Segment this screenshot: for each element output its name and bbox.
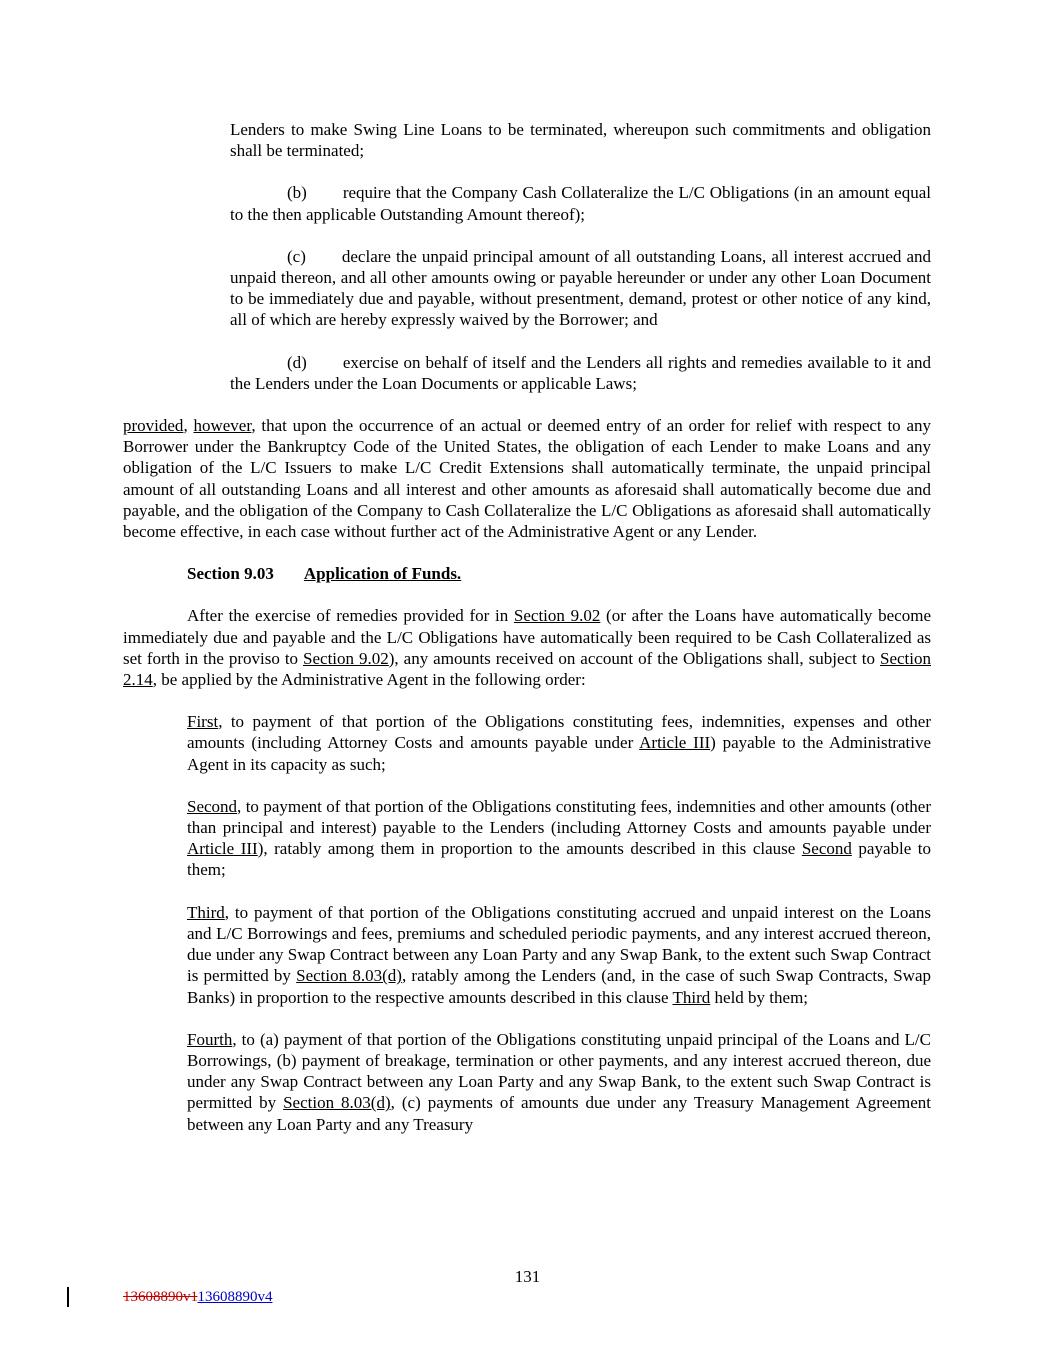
text-run: require that the Company Cash Collateralize the L/C Obligations (in an amount equal to the then applicable Outstanding Amount thereof); (230, 183, 931, 224)
text-run: Third (187, 902, 225, 922)
text-run: Second (187, 796, 238, 816)
text-run: , ratably among the Lenders (and, in the case of such Swap Contracts, Swap Banks) in proportion to the respective amounts described in this clause (187, 966, 931, 1007)
text-run: , to payment of that portion of the Obligations constituting accrued and unpaid interest on the Loans and L/C Borrowings and fees, premiums and scheduled periodic payments, and any interest accrued thereon, due under any Swap Contract between any Loan Party and any Swap Bank, to the extent such Swap Contract is permitted by (187, 902, 931, 986)
text-run: , (c) payments of amounts due under any Treasury Management Agreement between any Loan Party and any Treasury (187, 1093, 931, 1134)
paragraph-fourth (187, 1029, 931, 1135)
paragraph-third (187, 902, 931, 1008)
paragraph-second (187, 796, 931, 881)
text-run: Lenders to make Swing Line Loans to be terminated, whereupon such commitments and obligation shall be terminated; (230, 120, 931, 161)
text-run: ) payable to the Administrative Agent in its capacity as such; (187, 733, 932, 774)
document-body (123, 119, 931, 1156)
text-run: ), ratably among them in proportion to the amounts described in this clause (257, 839, 802, 859)
text-run: declare the unpaid principal amount of all outstanding Loans, all interest accrued and unpaid thereon, and all other amounts owing or payable hereunder or under any other Loan Document to be immediately due and payable, without presentment, demand, protest or other notice of any kind, all of which are hereby expressly waived by the Borrower; and (230, 246, 931, 330)
text-run: Section 9.02 (303, 648, 389, 668)
footer-new-version-stamp: 13608890v4 (197, 1289, 273, 1305)
paragraph-application-intro (123, 605, 931, 690)
text-run: Section 9.03 (187, 564, 274, 584)
tab-spacer (307, 197, 343, 198)
text-run: Fourth (187, 1029, 233, 1049)
text-run: (c) (287, 246, 306, 266)
footer-old-version-stamp: 13608890v1 (123, 1289, 198, 1305)
text-run: payable to them; (187, 839, 931, 880)
text-run: Section 2.14 (123, 648, 932, 690)
text-run: held by them; (710, 987, 809, 1007)
text-run: Section 8.03(d) (283, 1093, 391, 1113)
text-run: After the exercise of remedies provided for in (187, 606, 514, 626)
text-run: Section 8.03(d) (296, 966, 402, 986)
page-number: 131 (514, 1267, 541, 1286)
tab-spacer (307, 367, 343, 368)
paragraph-clause-c (230, 246, 931, 331)
text-run: Article III (639, 733, 711, 753)
text-run: Article III (187, 839, 258, 859)
paragraph-first (187, 711, 931, 775)
paragraph-clause-b (230, 182, 931, 224)
text-run: Second (801, 839, 852, 859)
text-run: , be applied by the Administrative Agent in the following order: (152, 670, 586, 690)
text-run: (b) (287, 183, 307, 203)
text-run: , to (a) payment of that portion of the Obligations constituting unpaid principal of the Loans and L/C Borrowings, (b) payment of breakage, termination or other payments, and any interest accrued thereon, due under any Swap Contract between any Loan Party and any Swap Bank, to the extent such Swap Contract is permitted by (187, 1029, 931, 1113)
document-footer (123, 1288, 272, 1307)
text-run: , (183, 416, 194, 436)
text-run: (d) (287, 352, 307, 372)
change-bar (67, 1287, 69, 1307)
text-run: ), any amounts received on account of the Obligations shall, subject to (388, 648, 881, 668)
text-run: (or after the Loans have automatically become immediately due and payable and the L/C Obligations have automatically been required to be Cash Collateralized as set forth in the proviso to (123, 606, 931, 668)
heading-section-9-03 (187, 563, 931, 584)
text-run: , to payment of that portion of the Obligations constituting fees, indemnities, expenses and other amounts (including Attorney Costs and amounts payable under (187, 712, 931, 753)
text-run: Section 9.02 (513, 606, 601, 626)
text-run: provided (123, 416, 184, 436)
text-run: exercise on behalf of itself and the Lenders all rights and remedies available to it and the Lenders under the Loan Documents or applicable Laws; (230, 352, 931, 393)
text-run: , to payment of that portion of the Obligations constituting fees, indemnities and other amounts (other than principal and interest) payable to the Lenders (including Attorney Costs and amounts payable under (187, 796, 931, 838)
paragraph-proviso (123, 415, 931, 542)
paragraph-clause-a-continuation (230, 119, 931, 161)
paragraph-clause-d (230, 352, 931, 394)
text-run: Third (672, 987, 711, 1007)
tab-spacer (274, 578, 304, 579)
text-run: however (193, 416, 252, 436)
tab-spacer (306, 261, 342, 262)
text-run: First (187, 712, 219, 732)
text-run: Application of Funds. (303, 564, 462, 584)
text-run: , that upon the occurrence of an actual or deemed entry of an order for relief with respect to any Borrower under the Bankruptcy Code of the United States, the obligation of each Lender to make Loans and any obligation of the L/C Issuers to make L/C Credit Extensions shall automatically terminate, the unpaid principal amount of all outstanding Loans and all interest and other amounts as aforesaid shall automatically become due and payable, and the obligation of the Company to Cash Collateralize the L/C Obligations as aforesaid shall automatically become effective, in each case without further act of the Administrative Agent or any Lender. (123, 416, 932, 542)
